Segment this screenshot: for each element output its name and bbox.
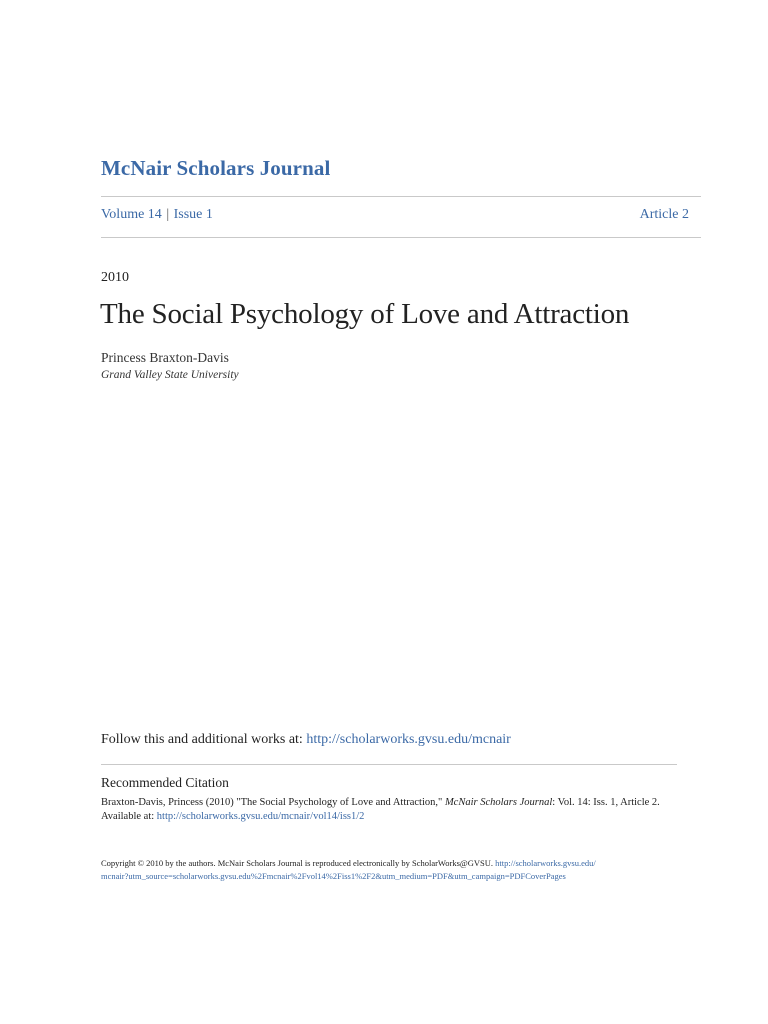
citation-text: [101, 796, 701, 823]
citation-available-label: Available at:: [101, 810, 155, 822]
journal-title[interactable]: McNair Scholars Journal: [101, 156, 331, 180]
volume-link[interactable]: Volume 14: [101, 207, 162, 222]
article-title: The Social Psychology of Love and Attraction: [100, 298, 630, 330]
volume-issue-line: [101, 207, 213, 223]
follow-line: [101, 732, 511, 748]
publication-year: 2010: [101, 270, 129, 285]
follow-label: Follow this and additional works at:: [101, 732, 303, 747]
volume-issue-separator: |: [166, 207, 170, 222]
issue-link[interactable]: Issue 1: [173, 207, 213, 222]
copyright-link-part2[interactable]: mcnair?utm_source=scholarworks.gvsu.edu%2Fmcnair%2Fvol14%2Fiss1%2F2&utm_medium=PDF&utm_campaign=PDFCoverPages: [101, 871, 566, 881]
header-divider-bottom: [101, 237, 701, 238]
citation-tail: : Vol. 14: Iss. 1, Article 2.: [552, 797, 660, 808]
author-affiliation: Grand Valley State University: [101, 369, 239, 381]
article-number-link[interactable]: Article 2: [639, 207, 689, 222]
copyright-link-part1[interactable]: http://scholarworks.gvsu.edu/: [495, 858, 596, 868]
author-name: Princess Braxton-Davis: [101, 350, 229, 365]
citation-heading: Recommended Citation: [101, 775, 229, 790]
citation-plain: Braxton-Davis, Princess (2010) "The Social Psychology of Love and Attraction,": [101, 797, 443, 808]
copyright-notice: [101, 857, 701, 883]
header-divider-top: [101, 196, 701, 197]
follow-link[interactable]: http://scholarworks.gvsu.edu/mcnair: [306, 732, 511, 747]
citation-divider: [101, 764, 677, 765]
copyright-text: Copyright © 2010 by the authors. McNair Scholars Journal is reproduced electronically by ScholarWorks@GVSU.: [101, 858, 494, 868]
citation-journal: McNair Scholars Journal: [444, 797, 553, 808]
citation-available-link[interactable]: http://scholarworks.gvsu.edu/mcnair/vol14/iss1/2: [156, 810, 365, 822]
